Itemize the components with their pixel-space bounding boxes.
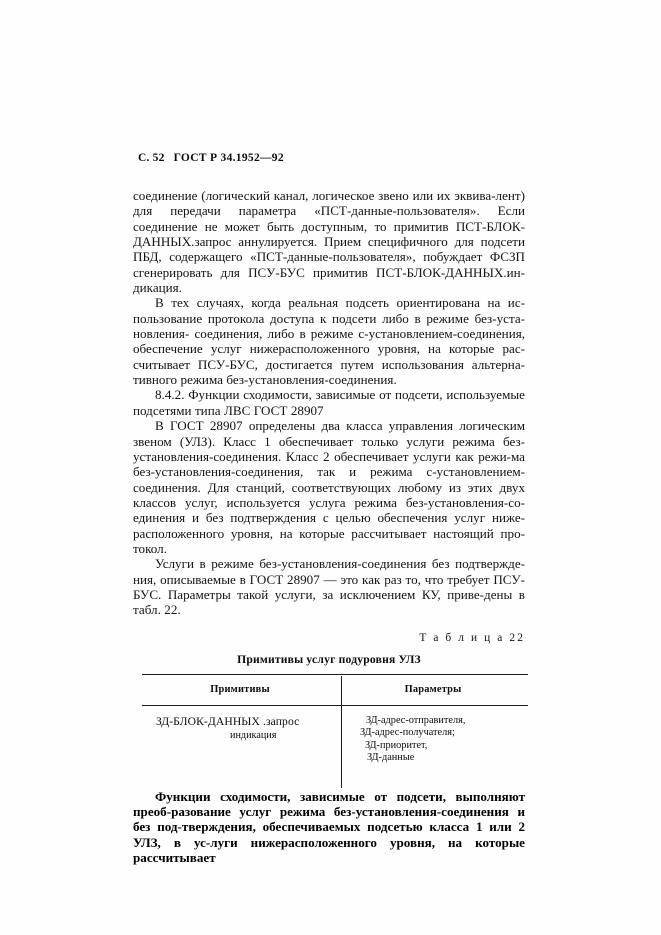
- column-header-primitives: Примитивы: [210, 684, 270, 696]
- section-heading-8-4-2: 8.4.2. Функции сходимости, зависимые от подсети, используемые подсетями типа ЛВС ГОСТ 28907: [133, 387, 525, 418]
- table-title: Примитивы услуг подуровня УЛЗ: [237, 652, 421, 666]
- table-number-label: Т а б л и ц а 22: [419, 631, 525, 644]
- table-header-row: [142, 675, 528, 705]
- table-column-divider: [341, 676, 342, 788]
- parameter-data: ЗД-данные: [367, 752, 415, 764]
- paragraph-4: В ГОСТ 28907 определены два класса управления логическим звеном (УЛЗ). Класс 1 обеспечивает только услуги режима без-установления-соединения. Класс 2 обеспечивает услуги как режи-ма без-установления-соединения, так и режима с-установлением-соединения. Для станций, соответствующих любому из этих двух классов услуг, используется услуга режима без-установления-со-единения и без подтверждения с целью обеспечения услуг ниже-расположенного уровня, на которые рассчитывает настоящий про-токол.: [133, 418, 525, 556]
- page-number: С. 52: [138, 152, 165, 164]
- paragraph-5: Услуги в режиме без-установления-соединения без подтвержде-ния, описываемые в ГОСТ 28907 — это как раз то, что требует ПСУ-БУС. Параметры такой услуги, за исключением КУ, приве-дены в табл. 22.: [133, 556, 525, 618]
- table-row: [142, 706, 528, 789]
- parameter-source-address: ЗД-адрес-отправителя,: [366, 714, 466, 726]
- primitive-indication: индикация: [230, 730, 277, 742]
- document-designation: ГОСТ Р 34.1952—92: [173, 152, 284, 164]
- running-head: [133, 152, 525, 164]
- paragraph-2: В тех случаях, когда реальная подсеть ориентирована на ис-пользование протокола доступа к подсети либо в режиме без-уста-новления- соединения, либо в режиме с-установлением-соединения, обеспечение услуг нижерасположенного уровня, на которые рас-считывает ПСУ-БУС, достигается путем использования альтерна-тивного режима без-установления-соединения.: [133, 295, 525, 388]
- parameter-priority: ЗД-приоритет,: [365, 739, 428, 751]
- table-22: [142, 674, 528, 789]
- column-header-parameters: Параметры: [404, 684, 462, 696]
- paragraph-1: соединение (логический канал, логическое звено или их эквива-лент) для передачи параметра «ПСТ-данные-пользователя». Если соединение не может быть доступным, то примитив ПСТ-БЛОК-ДАННЫХ.запрос аннулируется. Прием специфичного для подсети ПБД, содержащего «ПСТ-данные-пользователя», побуждает ФСЗП сгенерировать для ПСУ-БУС примитив ПСТ-БЛОК-ДАННЫХ.ин-дикация.: [133, 188, 525, 296]
- page-content: [133, 152, 525, 865]
- primitive-request: ЗД-БЛОК-ДАННЫХ .запрос: [156, 714, 300, 728]
- cell-primitive: [142, 715, 338, 789]
- cell-parameters: [338, 715, 528, 789]
- parameter-destination-address: ЗД-адрес-получателя;: [360, 727, 455, 739]
- paragraph-6: Функции сходимости, зависимые от подсети, выполняют преоб-разование услуг режима без-установления-соединения и без под-тверждения, обеспечиваемых подсетью класса 1 или 2 УЛЗ, в ус-луги нижерасположенного уровня, на которые рассчитывает: [133, 788, 525, 865]
